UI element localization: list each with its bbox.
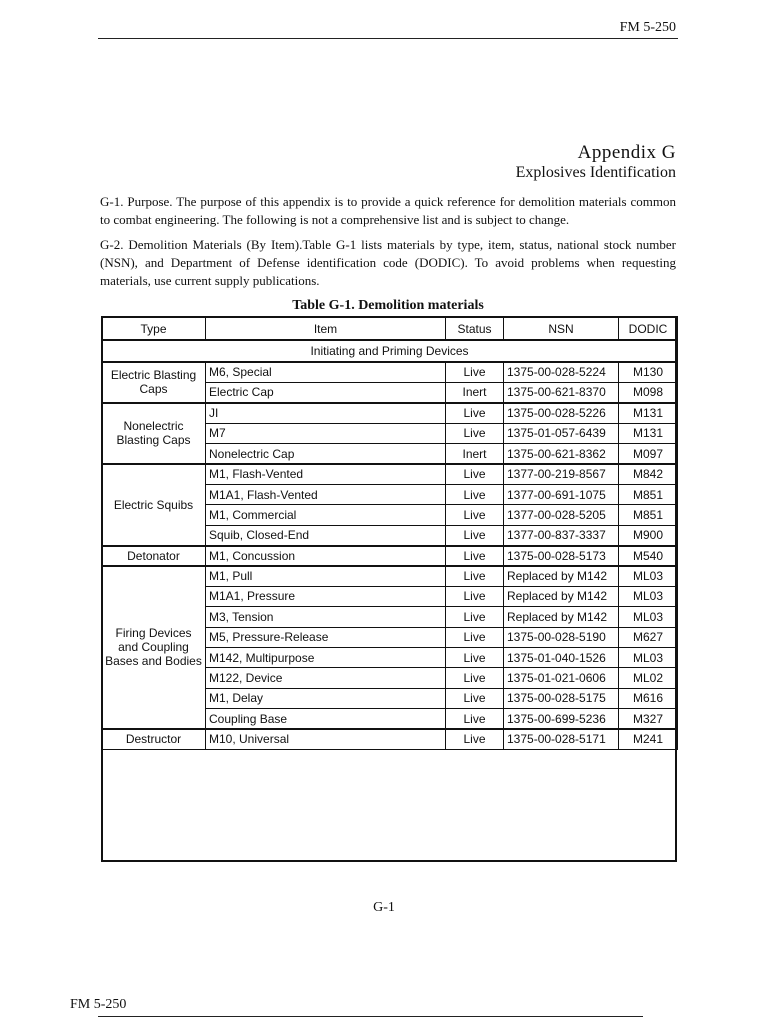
dodic-cell: M851 (619, 484, 678, 504)
header-rule (98, 38, 678, 39)
item-cell: M1, Pull (206, 566, 446, 586)
dodic-cell: M241 (619, 729, 678, 749)
item-cell: M10, Universal (206, 729, 446, 749)
type-cell: Detonator (102, 546, 206, 566)
dodic-cell: M842 (619, 464, 678, 484)
status-cell: Live (446, 362, 504, 382)
status-cell: Live (446, 647, 504, 667)
section-row (102, 340, 678, 362)
header-item: Item (206, 317, 446, 340)
status-cell: Live (446, 525, 504, 545)
item-cell: M1A1, Flash-Vented (206, 484, 446, 504)
item-cell: M1A1, Pressure (206, 586, 446, 606)
item-cell: M1, Commercial (206, 505, 446, 525)
dodic-cell: ML03 (619, 607, 678, 627)
nsn-cell: Replaced by M142 (504, 607, 619, 627)
status-cell: Live (446, 607, 504, 627)
dodic-cell: M131 (619, 423, 678, 443)
dodic-cell: M540 (619, 546, 678, 566)
dodic-cell: M900 (619, 525, 678, 545)
header-type: Type (102, 317, 206, 340)
item-cell: M1, Flash-Vented (206, 464, 446, 484)
item-cell: JI (206, 403, 446, 423)
nsn-cell: 1375-01-040-1526 (504, 647, 619, 667)
item-cell: M6, Special (206, 362, 446, 382)
nsn-cell: 1375-01-057-6439 (504, 423, 619, 443)
header-nsn: NSN (504, 317, 619, 340)
nsn-cell: 1375-00-028-5190 (504, 627, 619, 647)
status-cell: Live (446, 627, 504, 647)
paragraph-demolition-materials: G-2. Demolition Materials (By Item).Table G-1 lists materials by type, item, status, national stock number (NSN), and Department of Defense identification code (DODIC). To avoid problems when requesting materials, use current supply publications. (100, 237, 676, 288)
item-cell: M7 (206, 423, 446, 443)
dodic-cell: M851 (619, 505, 678, 525)
table-row (102, 403, 678, 423)
item-cell: M1, Delay (206, 688, 446, 708)
table-header-row (102, 317, 678, 340)
status-cell: Live (446, 586, 504, 606)
nsn-cell: 1377-00-691-1075 (504, 484, 619, 504)
item-cell: M3, Tension (206, 607, 446, 627)
nsn-cell: 1375-01-021-0606 (504, 668, 619, 688)
table-row (102, 362, 678, 382)
status-cell: Live (446, 668, 504, 688)
status-cell: Live (446, 505, 504, 525)
type-cell: Nonelectric Blasting Caps (102, 403, 206, 464)
nsn-cell: Replaced by M142 (504, 566, 619, 586)
nsn-cell: 1375-00-028-5173 (504, 546, 619, 566)
item-cell: M122, Device (206, 668, 446, 688)
item-cell: Coupling Base (206, 709, 446, 729)
item-cell: Electric Cap (206, 382, 446, 402)
status-cell: Inert (446, 444, 504, 464)
status-cell: Live (446, 566, 504, 586)
nsn-cell: 1375-00-028-5226 (504, 403, 619, 423)
table-row (102, 546, 678, 566)
status-cell: Live (446, 423, 504, 443)
footer-manual-id: FM 5-250 (70, 997, 127, 1012)
table-row (102, 464, 678, 484)
item-cell: M5, Pressure-Release (206, 627, 446, 647)
type-cell: Destructor (102, 729, 206, 749)
header-dodic: DODIC (619, 317, 678, 340)
dodic-cell: ML03 (619, 586, 678, 606)
dodic-cell: M627 (619, 627, 678, 647)
item-cell: Nonelectric Cap (206, 444, 446, 464)
nsn-cell: 1375-00-028-5224 (504, 362, 619, 382)
nsn-cell: 1377-00-837-3337 (504, 525, 619, 545)
nsn-cell: 1377-00-028-5205 (504, 505, 619, 525)
status-cell: Live (446, 688, 504, 708)
status-cell: Live (446, 709, 504, 729)
dodic-cell: ML03 (619, 566, 678, 586)
status-cell: Live (446, 464, 504, 484)
nsn-cell: 1375-00-621-8370 (504, 382, 619, 402)
header-manual-id: FM 5-250 (619, 20, 676, 35)
status-cell: Live (446, 546, 504, 566)
dodic-cell: M616 (619, 688, 678, 708)
item-cell: Squib, Closed-End (206, 525, 446, 545)
type-cell: Firing Devices and Coupling Bases and Bodies (102, 566, 206, 729)
dodic-cell: M098 (619, 382, 678, 402)
dodic-cell: ML02 (619, 668, 678, 688)
type-cell: Electric Squibs (102, 464, 206, 546)
nsn-cell: 1377-00-219-8567 (504, 464, 619, 484)
dodic-cell: M130 (619, 362, 678, 382)
status-cell: Live (446, 729, 504, 749)
demolition-materials-table (101, 316, 678, 750)
appendix-title: Appendix G (577, 142, 676, 163)
appendix-subtitle: Explosives Identification (515, 164, 676, 181)
status-cell: Inert (446, 382, 504, 402)
dodic-cell: M131 (619, 403, 678, 423)
nsn-cell: 1375-00-028-5175 (504, 688, 619, 708)
nsn-cell: 1375-00-028-5171 (504, 729, 619, 749)
item-cell: M1, Concussion (206, 546, 446, 566)
status-cell: Live (446, 484, 504, 504)
nsn-cell: 1375-00-699-5236 (504, 709, 619, 729)
dodic-cell: M327 (619, 709, 678, 729)
nsn-cell: 1375-00-621-8362 (504, 444, 619, 464)
dodic-cell: M097 (619, 444, 678, 464)
type-cell: Electric Blasting Caps (102, 362, 206, 403)
nsn-cell: Replaced by M142 (504, 586, 619, 606)
footer-rule (98, 1016, 643, 1017)
item-cell: M142, Multipurpose (206, 647, 446, 667)
paragraph-purpose: G-1. Purpose. The purpose of this appendix is to provide a quick reference for demolition materials common to combat engineering. The following is not a comprehensive list and is subject to change. (100, 194, 676, 227)
table-row (102, 729, 678, 749)
dodic-cell: ML03 (619, 647, 678, 667)
table-row (102, 566, 678, 586)
table-title: Table G-1. Demolition materials (292, 298, 484, 313)
page-number: G-1 (373, 900, 395, 915)
header-status: Status (446, 317, 504, 340)
status-cell: Live (446, 403, 504, 423)
section-title: Initiating and Priming Devices (102, 340, 678, 362)
